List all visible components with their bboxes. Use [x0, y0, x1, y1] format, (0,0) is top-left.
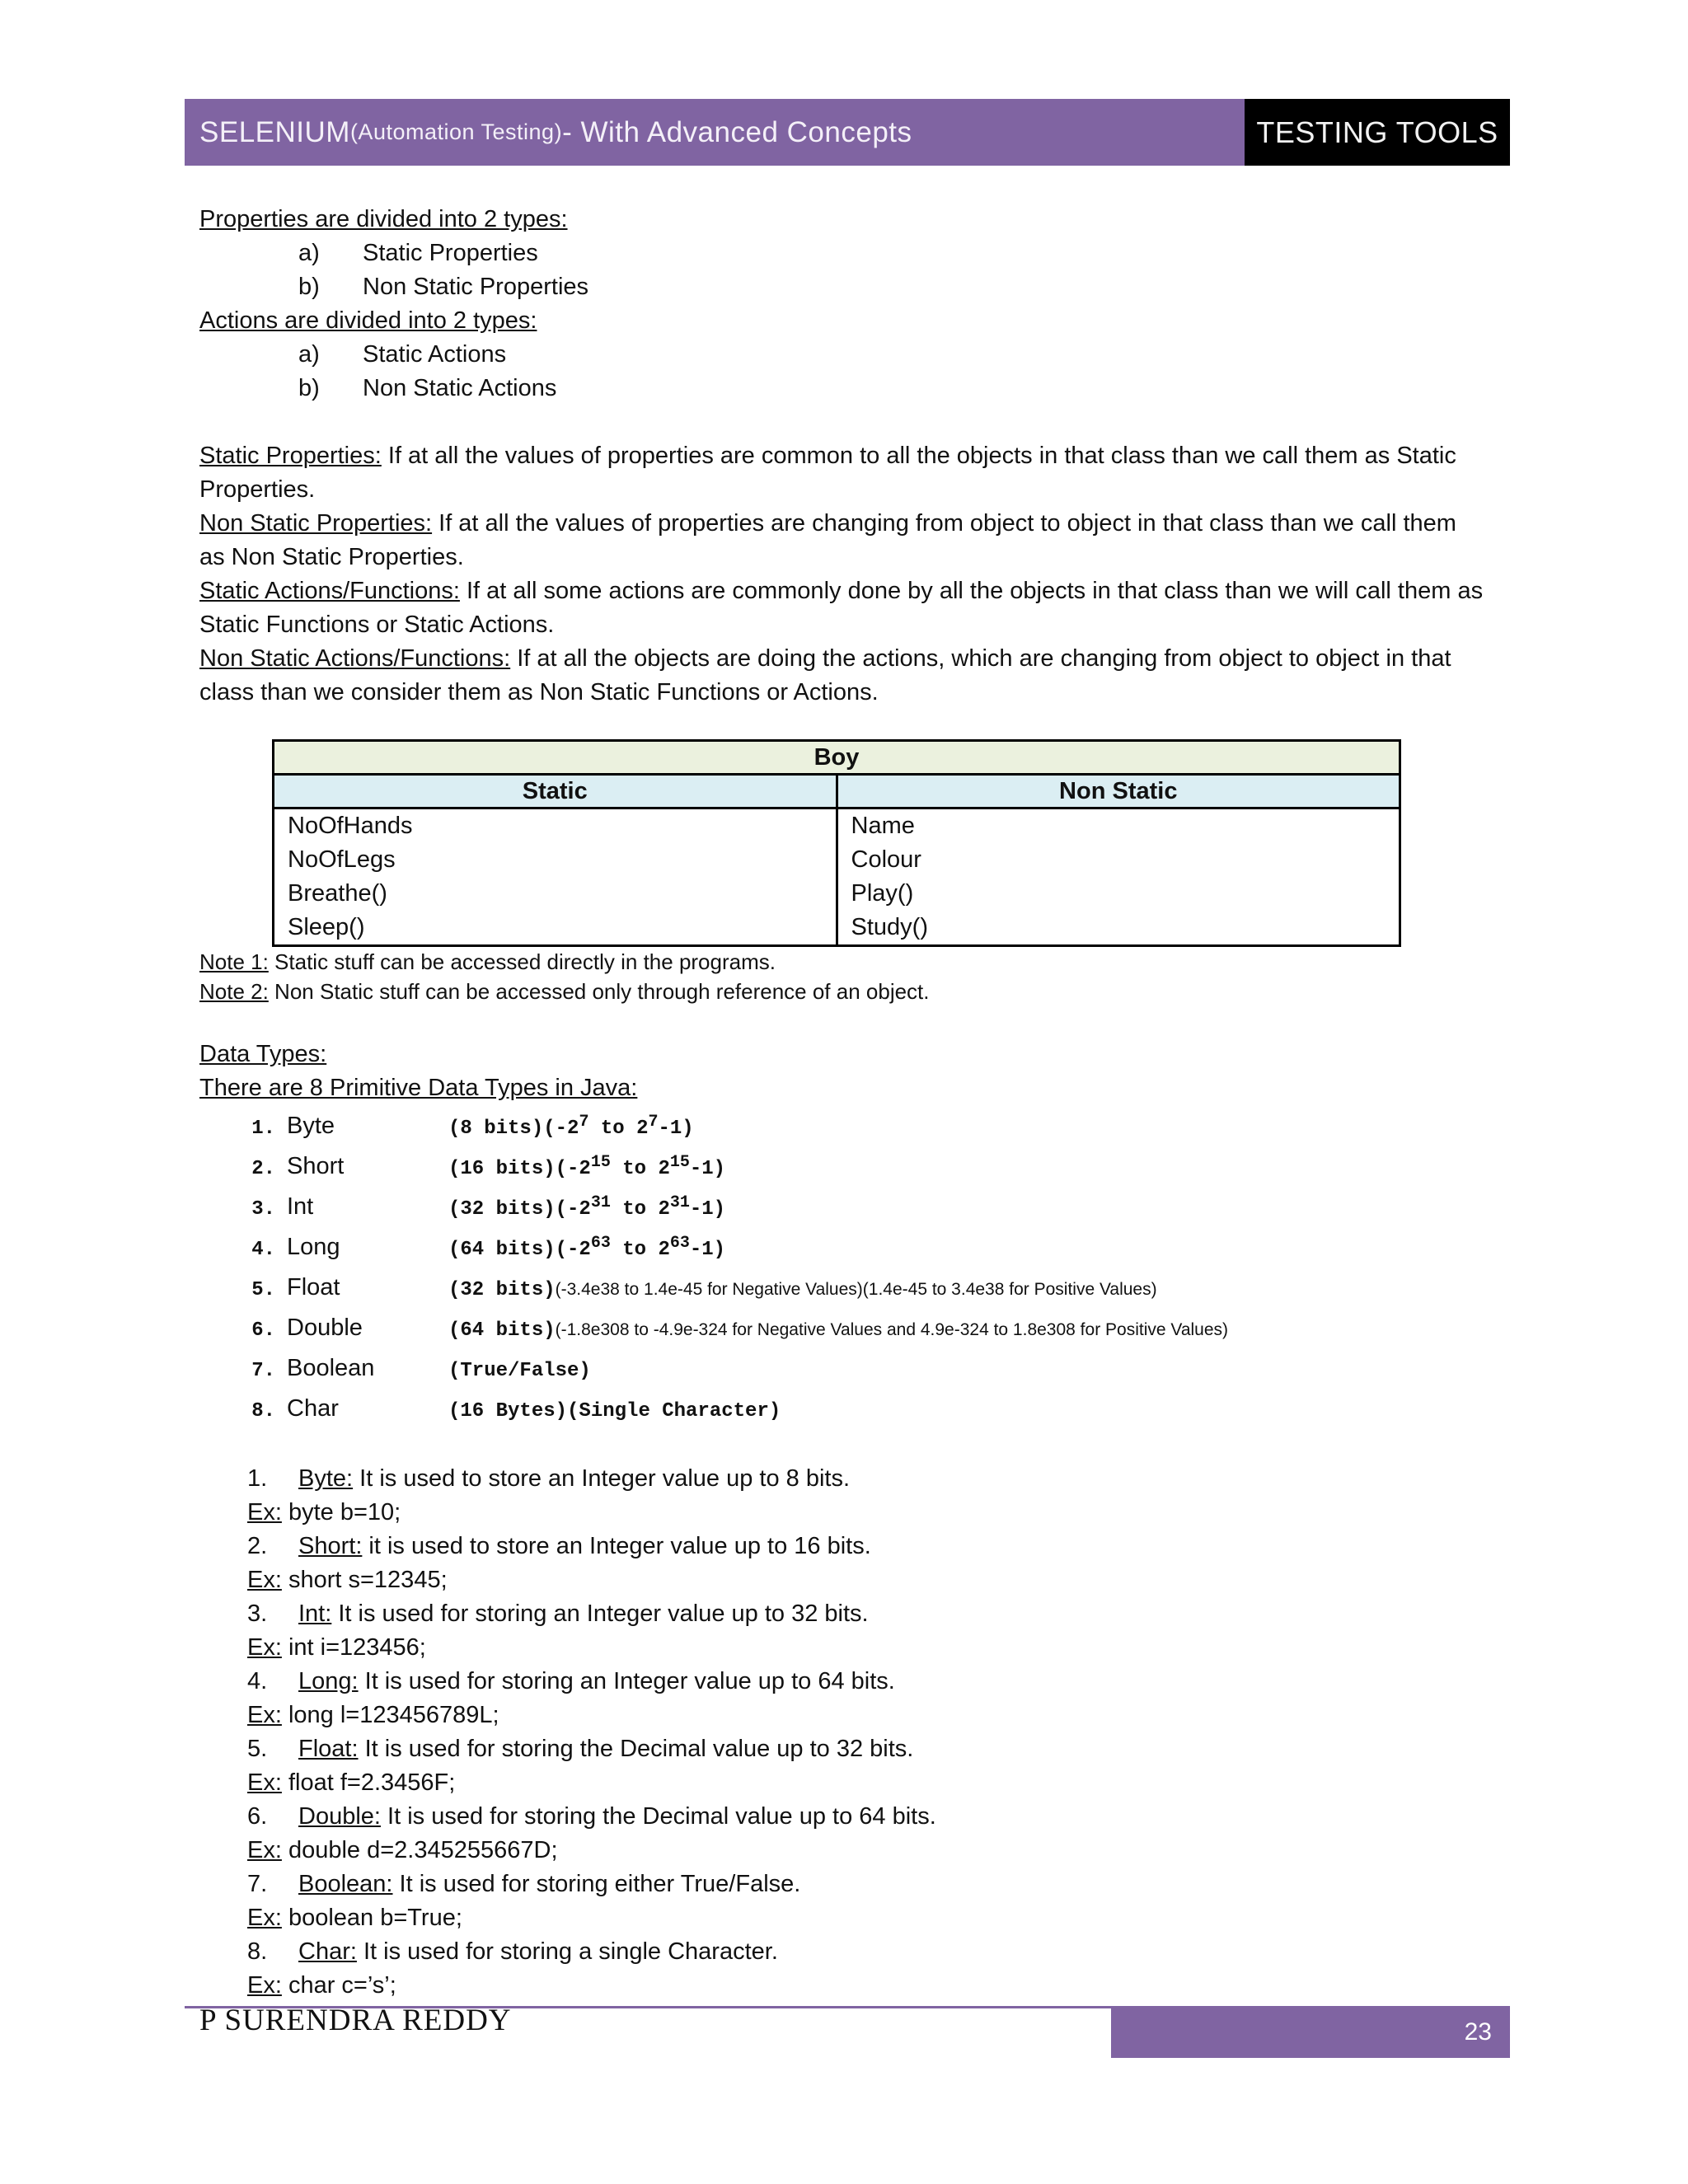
exponent: 7: [648, 1113, 659, 1132]
example-term: Long:: [298, 1668, 359, 1694]
data-type-row: [234, 1347, 1485, 1388]
data-type-name: Double: [287, 1315, 363, 1341]
exponent: 15: [669, 1153, 690, 1172]
example-term: Boolean:: [298, 1871, 393, 1897]
text: to 2: [610, 1198, 670, 1221]
data-type-description: (-3.4e38 to 1.4e-45 for Negative Values)(1.4e-45 to 3.4e38 for Positive Values): [555, 1280, 1157, 1299]
data-type-name: Boolean: [287, 1355, 375, 1381]
data-type-description: (-1.8e308 to -4.9e-324 for Negative Values and 4.9e-324 to 1.8e308 for Positive Values): [555, 1320, 1229, 1339]
nonstatic-column: [837, 808, 1400, 946]
example-code: [247, 1834, 1485, 1868]
example-number: 4.: [247, 1668, 268, 1694]
data-type-range: [448, 1146, 725, 1186]
text: (32 bits): [448, 1279, 556, 1301]
data-type-number: 4.: [251, 1239, 275, 1261]
example-number: 8.: [247, 1938, 268, 1965]
boy-table: [272, 739, 1401, 947]
example-number: 2.: [247, 1533, 268, 1559]
definition-paragraph: Non Static Actions/Functions: If at all the objects are doing the actions, which are changing from object to object in that class than we consider them as Non Static Functions or Actions.: [199, 645, 1451, 705]
header-section-label: TESTING TOOLS: [1245, 99, 1510, 166]
example-code: [247, 1631, 1485, 1665]
header-title-sub: (Automation Testing): [349, 120, 563, 144]
data-type-name: Long: [287, 1234, 340, 1260]
data-type-number: 7.: [251, 1360, 275, 1382]
example-code: [247, 1699, 1485, 1732]
data-type-range: [448, 1186, 725, 1226]
page-header: [185, 99, 1510, 166]
data-type-range: [448, 1388, 781, 1428]
text: -1): [689, 1158, 726, 1180]
ex-label: Ex:: [247, 1702, 282, 1728]
text: -1): [658, 1118, 694, 1140]
list-item: b) Non Static Actions: [298, 375, 557, 401]
definition-paragraph: Non Static Properties: If at all the values of properties are changing from object to object in that class than we call them as Non Static Properties.: [199, 510, 1456, 570]
example-item: [247, 1462, 1485, 1496]
example-number: 6.: [247, 1803, 268, 1830]
definition-paragraph: Static Actions/Functions: If at all some actions are commonly done by all the objects in that class than we will call them as Static Functions or Static Actions.: [199, 578, 1484, 638]
table-cell: Breathe(): [288, 880, 387, 907]
text: to 2: [588, 1118, 649, 1140]
text: (True/False): [448, 1360, 591, 1382]
data-types-list: [199, 1105, 1485, 1428]
example-item: [247, 1935, 1485, 1969]
list-item: a) Static Properties: [298, 240, 538, 266]
ex-code-text: double d=2.345255667D;: [281, 1837, 558, 1863]
data-type-row: [234, 1226, 1485, 1267]
properties-list: [199, 237, 1485, 304]
ex-label: Ex:: [247, 1837, 282, 1863]
ex-code-text: float f=2.3456F;: [281, 1769, 456, 1796]
example-term: Float:: [298, 1736, 359, 1762]
example-number: 3.: [247, 1601, 268, 1627]
table-cell: NoOfLegs: [288, 846, 396, 873]
example-number: 5.: [247, 1736, 268, 1762]
ex-code-text: short s=12345;: [281, 1567, 448, 1593]
data-type-number: 8.: [251, 1400, 275, 1422]
example-term: Short:: [298, 1533, 363, 1559]
properties-heading: Properties are divided into 2 types:: [199, 206, 568, 232]
footer-author: P SURENDRA REDDY: [199, 2004, 512, 2037]
data-type-row: [234, 1388, 1485, 1428]
data-type-range: [448, 1105, 694, 1146]
example-term: Int:: [298, 1601, 332, 1627]
data-type-name: Float: [287, 1274, 340, 1301]
example-number: 7.: [247, 1871, 268, 1897]
example-item: [247, 1597, 1485, 1631]
example-item: [247, 1800, 1485, 1834]
exponent: 31: [669, 1193, 690, 1212]
page-content: [199, 203, 1485, 2003]
ex-label: Ex:: [247, 1972, 282, 1999]
data-type-row: [234, 1105, 1485, 1146]
data-types-subheading: There are 8 Primitive Data Types in Java:: [199, 1075, 638, 1101]
ex-code-text: int i=123456;: [281, 1634, 426, 1661]
text: -1): [689, 1239, 726, 1261]
header-title: SELENIUM (Automation Testing) - With Advanced Concepts: [185, 99, 1245, 166]
exponent: 31: [590, 1193, 611, 1212]
table-cell: Play(): [851, 880, 914, 907]
text: (32 bits)(-2: [448, 1198, 591, 1221]
exponent: 63: [590, 1234, 611, 1253]
ex-code-text: boolean b=True;: [281, 1905, 462, 1931]
list-item: b) Non Static Properties: [298, 274, 589, 300]
table-cell: Sleep(): [288, 914, 365, 940]
data-type-name: Char: [287, 1395, 339, 1422]
example-text: It is used for storing the Decimal value up to 64 bits.: [380, 1803, 936, 1830]
example-item: [247, 1868, 1485, 1901]
static-column: [274, 808, 837, 946]
table-title: Boy: [274, 741, 1400, 775]
data-type-number: 1.: [251, 1118, 275, 1140]
text: (64 bits)(-2: [448, 1239, 591, 1261]
data-type-row: [234, 1307, 1485, 1347]
example-text: It is used for storing an Integer value up to 64 bits.: [358, 1668, 895, 1694]
example-number: 1.: [247, 1465, 268, 1492]
example-code: [247, 1901, 1485, 1935]
data-type-range: [448, 1267, 556, 1307]
text: (8 bits)(-2: [448, 1118, 579, 1140]
ex-label: Ex:: [247, 1905, 282, 1931]
data-type-row: [234, 1267, 1485, 1307]
example-item: [247, 1665, 1485, 1699]
list-item: a) Static Actions: [298, 341, 507, 368]
data-type-row: [234, 1186, 1485, 1226]
ex-code-text: byte b=10;: [281, 1499, 401, 1526]
table-cell: Study(): [851, 914, 928, 940]
example-text: It is used for storing an Integer value up to 32 bits.: [331, 1601, 869, 1627]
data-type-number: 2.: [251, 1158, 275, 1180]
table-cell: Colour: [851, 846, 921, 873]
data-type-number: 5.: [251, 1279, 275, 1301]
example-text: It is used for storing a single Character.: [356, 1938, 778, 1965]
example-text: It is used for storing either True/False.: [392, 1871, 801, 1897]
data-type-range: [448, 1226, 725, 1267]
text: to 2: [610, 1239, 670, 1261]
example-text: It is used to store an Integer value up to 8 bits.: [353, 1465, 851, 1492]
ex-code-text: char c=’s’;: [281, 1972, 396, 1999]
ex-label: Ex:: [247, 1567, 282, 1593]
text: (16 bits)(-2: [448, 1158, 591, 1180]
data-types-heading: Data Types:: [199, 1041, 327, 1067]
note-2: Note 2: Non Static stuff can be accessed only through reference of an object.: [199, 979, 930, 1004]
data-type-number: 6.: [251, 1319, 275, 1342]
example-term: Char:: [298, 1938, 357, 1965]
example-term: Byte:: [298, 1465, 354, 1492]
data-type-range: [448, 1347, 591, 1388]
text: (64 bits): [448, 1319, 556, 1342]
example-text: It is used for storing the Decimal value up to 32 bits.: [358, 1736, 914, 1762]
text: (16 Bytes)(Single Character): [448, 1400, 781, 1422]
example-code: [247, 1969, 1485, 2003]
data-type-name: Int: [287, 1193, 314, 1220]
example-code: [247, 1766, 1485, 1800]
data-type-name: Byte: [287, 1113, 335, 1139]
table-header-nonstatic: Non Static: [837, 775, 1400, 808]
table-header-static: Static: [274, 775, 837, 808]
exponent: 15: [590, 1153, 611, 1172]
data-type-row: [234, 1146, 1485, 1186]
definition-paragraph: Static Properties: If at all the values of properties are common to all the objects in that class than we call them as Static Properties.: [199, 443, 1456, 503]
text: to 2: [610, 1158, 670, 1180]
table-cell: Name: [851, 813, 915, 839]
ex-label: Ex:: [247, 1634, 282, 1661]
example-code: [247, 1496, 1485, 1530]
example-text: it is used to store an Integer value up to 16 bits.: [362, 1533, 871, 1559]
data-type-name: Short: [287, 1153, 345, 1179]
ex-label: Ex:: [247, 1769, 282, 1796]
example-term: Double:: [298, 1803, 381, 1830]
data-type-number: 3.: [251, 1198, 275, 1221]
examples-list: [199, 1462, 1485, 2003]
page-number: 23: [1111, 2006, 1510, 2058]
exponent: 63: [669, 1234, 690, 1253]
example-item: [247, 1530, 1485, 1563]
example-item: [247, 1732, 1485, 1766]
ex-label: Ex:: [247, 1499, 282, 1526]
table-cell: NoOfHands: [288, 813, 413, 839]
actions-heading: Actions are divided into 2 types:: [199, 307, 537, 334]
data-type-range: [448, 1307, 556, 1347]
exponent: 7: [579, 1113, 589, 1132]
actions-list: [199, 338, 1485, 405]
ex-code-text: long l=123456789L;: [281, 1702, 499, 1728]
example-code: [247, 1563, 1485, 1597]
text: -1): [689, 1198, 726, 1221]
note-1: Note 1: Static stuff can be accessed directly in the programs.: [199, 949, 776, 974]
